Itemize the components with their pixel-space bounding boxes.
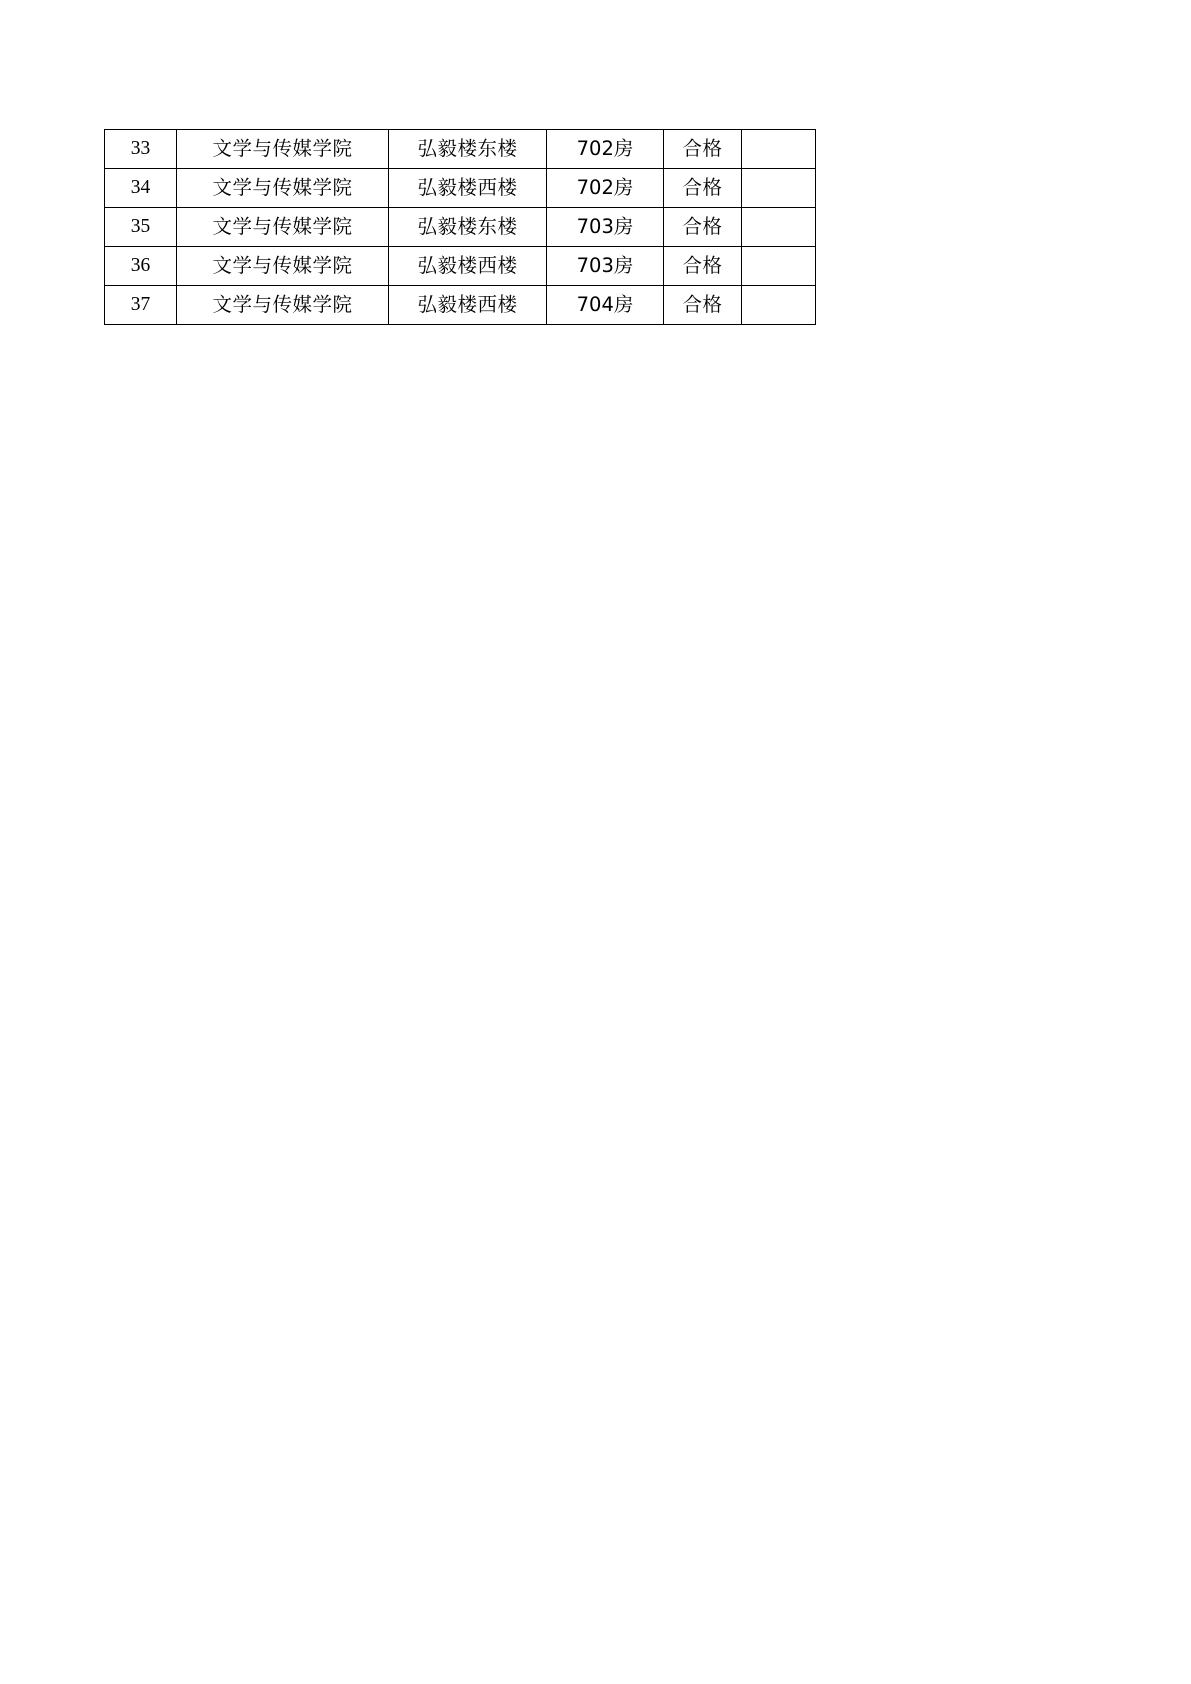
cell-index: 37 — [105, 286, 177, 325]
table-row — [105, 286, 816, 325]
cell-result: 合格 — [664, 130, 742, 169]
cell-building: 弘毅楼东楼 — [389, 130, 547, 169]
cell-note — [742, 286, 816, 325]
cell-result: 合格 — [664, 169, 742, 208]
table-body — [105, 130, 816, 325]
cell-department: 文学与传媒学院 — [177, 286, 389, 325]
cell-result: 合格 — [664, 286, 742, 325]
table-row — [105, 169, 816, 208]
cell-index: 35 — [105, 208, 177, 247]
cell-building: 弘毅楼东楼 — [389, 208, 547, 247]
cell-building: 弘毅楼西楼 — [389, 247, 547, 286]
cell-note — [742, 208, 816, 247]
cell-department: 文学与传媒学院 — [177, 208, 389, 247]
cell-index: 36 — [105, 247, 177, 286]
cell-index: 33 — [105, 130, 177, 169]
inspection-table — [104, 129, 816, 325]
cell-room: 703房 — [547, 208, 664, 247]
cell-room: 702房 — [547, 169, 664, 208]
cell-department: 文学与传媒学院 — [177, 247, 389, 286]
cell-room: 703房 — [547, 247, 664, 286]
cell-room: 702房 — [547, 130, 664, 169]
cell-building: 弘毅楼西楼 — [389, 286, 547, 325]
cell-building: 弘毅楼西楼 — [389, 169, 547, 208]
cell-result: 合格 — [664, 208, 742, 247]
cell-result: 合格 — [664, 247, 742, 286]
table-row — [105, 247, 816, 286]
cell-department: 文学与传媒学院 — [177, 169, 389, 208]
cell-index: 34 — [105, 169, 177, 208]
table-row — [105, 208, 816, 247]
cell-note — [742, 130, 816, 169]
cell-note — [742, 247, 816, 286]
cell-department: 文学与传媒学院 — [177, 130, 389, 169]
cell-note — [742, 169, 816, 208]
cell-room: 704房 — [547, 286, 664, 325]
table-row — [105, 130, 816, 169]
